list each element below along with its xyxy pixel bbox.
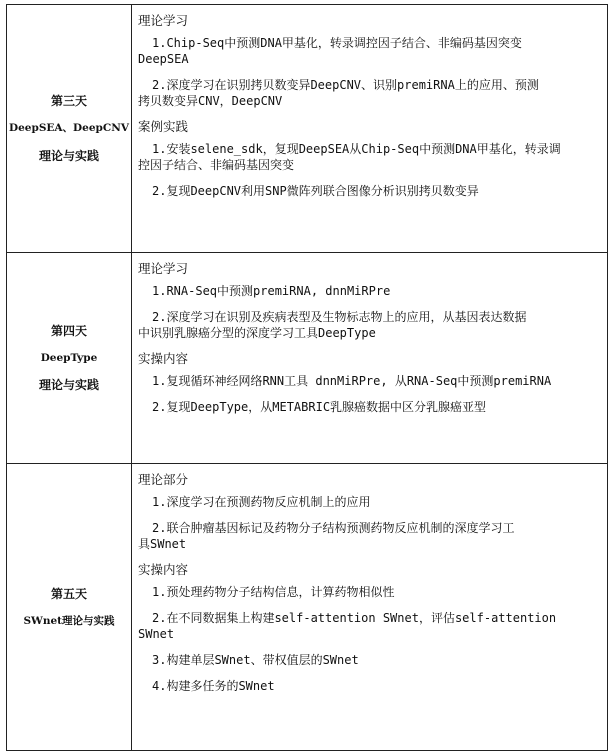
content-cell xyxy=(132,5,608,253)
day-topic: DeepSEA、DeepCNV xyxy=(9,122,129,135)
section-heading: 理论部分 xyxy=(138,472,189,487)
list-item: 3.构建单层SWnet、带权值层的SWnet xyxy=(152,653,359,667)
list-item: 2.联合肿瘤基因标记及药物分子结构预测药物反应机制的深度学习工 具SWnet xyxy=(138,521,515,551)
course-schedule-table xyxy=(6,4,608,751)
list-item: 1.预处理药物分子结构信息，计算药物相似性 xyxy=(152,585,395,599)
list-item: 1.RNA-Seq中预测premiRNA, dnnMiRPre xyxy=(152,284,391,298)
list-item: 1.Chip-Seq中预测DNA甲基化，转录调控因子结合、非编码基因突变 DeepSEA xyxy=(138,36,522,66)
list-item: 2.复现DeepCNV利用SNP微阵列联合图像分析识别拷贝数变异 xyxy=(152,184,479,198)
day-cell xyxy=(7,253,132,464)
list-item: 4.构建多任务的SWnet xyxy=(152,679,275,693)
list-item: 1.安装selene_sdk，复现DeepSEA从Chip-Seq中预测DNA甲基化，转录调 控因子结合、非编码基因突变 xyxy=(138,142,561,172)
list-item: 1.复现循环神经网络RNN工具 dnnMiRPre, 从RNA-Seq中预测premiRNA xyxy=(152,374,552,388)
list-item: 2.复现DeepType，从METABRIC乳腺癌数据中区分乳腺癌亚型 xyxy=(152,400,487,414)
list-item: 2.深度学习在识别及疾病表型及生物标志物上的应用，从基因表达数据 中识别乳腺癌分型的深度学习工具DeepType xyxy=(138,310,527,340)
day-cell xyxy=(7,464,132,751)
list-item: 2.在不同数据集上构建self-attention SWnet，评估self-attention SWnet xyxy=(138,611,557,641)
day-topic: DeepType xyxy=(40,351,98,364)
list-item: 2.深度学习在识别拷贝数变异DeepCNV、识别premiRNA上的应用、预测 拷贝数变异CNV，DeepCNV xyxy=(138,78,539,108)
day-topic: SWnet理论与实践 xyxy=(23,615,115,627)
day-label: 第三天 xyxy=(50,94,87,109)
section-heading: 理论学习 xyxy=(138,13,189,28)
section-heading: 案例实践 xyxy=(138,119,189,134)
table-row xyxy=(7,253,608,464)
day-label: 第四天 xyxy=(50,323,87,338)
table-row xyxy=(7,464,608,751)
content-cell xyxy=(132,464,608,751)
content-cell xyxy=(132,253,608,464)
section-heading: 实操内容 xyxy=(138,351,189,366)
section-heading: 理论学习 xyxy=(138,261,189,276)
day-mode: 理论与实践 xyxy=(38,378,99,393)
day-label: 第五天 xyxy=(50,586,87,601)
list-item: 1.深度学习在预测药物反应机制上的应用 xyxy=(152,495,371,509)
day-cell xyxy=(7,5,132,253)
table-row xyxy=(7,5,608,253)
section-heading: 实操内容 xyxy=(138,562,189,577)
day-mode: 理论与实践 xyxy=(38,148,99,163)
